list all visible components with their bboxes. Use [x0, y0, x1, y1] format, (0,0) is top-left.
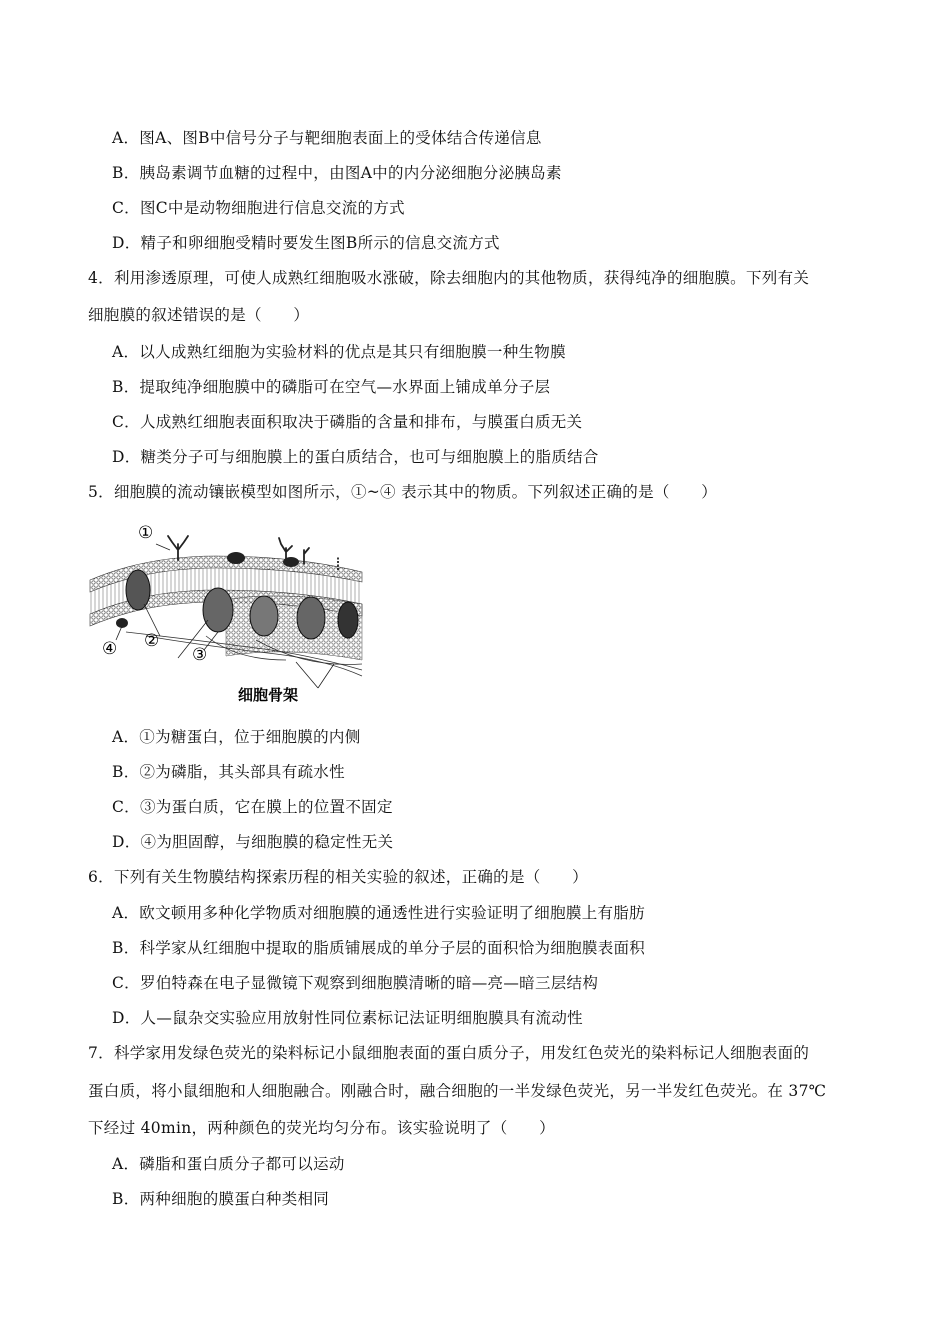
q7-stem-line3: 下经过 40min，两种颜色的荧光均匀分布。该实验说明了（ ）: [88, 1119, 555, 1137]
q5-stem: 5．细胞膜的流动镶嵌模型如图所示，①~④ 表示其中的物质。下列叙述正确的是（ ）: [88, 483, 718, 501]
q3-option-a: A．图A、图B中信号分子与靶细胞表面上的受体结合传递信息: [112, 129, 542, 147]
q5-option-b: B．②为磷脂，其头部具有疏水性: [112, 763, 345, 781]
q5-option-d: D．④为胆固醇，与细胞膜的稳定性无关: [112, 833, 394, 851]
q3-option-c: C．图C中是动物细胞进行信息交流的方式: [112, 199, 405, 217]
q6-option-c: C．罗伯特森在电子显微镜下观察到细胞膜清晰的暗—亮—暗三层结构: [112, 974, 599, 992]
q6-option-b: B．科学家从红细胞中提取的脂质铺展成的单分子层的面积恰为细胞膜表面积: [112, 939, 646, 957]
q3-option-b: B．胰岛素调节血糖的过程中，由图A中的内分泌细胞分泌胰岛素: [112, 164, 562, 182]
q5-option-c: C．③为蛋白质，它在膜上的位置不固定: [112, 798, 393, 816]
label-4: ④: [102, 639, 118, 659]
q7-stem-line1: 7．科学家用发绿色荧光的染料标记小鼠细胞表面的蛋白质分子，用发红色荧光的染料标记人细胞表面的: [88, 1044, 810, 1062]
q4-option-b: B．提取纯净细胞膜中的磷脂可在空气—水界面上铺成单分子层: [112, 378, 551, 396]
q7-option-a: A．磷脂和蛋白质分子都可以运动: [112, 1155, 345, 1173]
label-3: ③: [192, 645, 208, 665]
q6-stem: 6．下列有关生物膜结构探索历程的相关实验的叙述，正确的是（ ）: [88, 868, 588, 886]
q6-option-a: A．欧文顿用多种化学物质对细胞膜的通透性进行实验证明了细胞膜上有脂肪: [112, 904, 645, 922]
cytoskeleton-caption: 细胞骨架: [238, 686, 299, 704]
q5-option-a: A．①为糖蛋白，位于细胞膜的内侧: [112, 728, 361, 746]
q4-stem-line2: 细胞膜的叙述错误的是（ ）: [88, 306, 310, 324]
membrane-diagram: [86, 520, 366, 710]
q7-option-b: B．两种细胞的膜蛋白种类相同: [112, 1190, 330, 1208]
q4-stem-line1: 4．利用渗透原理，可使人成熟红细胞吸水涨破，除去细胞内的其他物质，获得纯净的细胞膜。下列有关: [88, 269, 810, 287]
q4-option-c: C．人成熟红细胞表面积取决于磷脂的含量和排布，与膜蛋白质无关: [112, 413, 583, 431]
label-2: ②: [144, 631, 160, 651]
q4-option-d: D．糖类分子可与细胞膜上的蛋白质结合，也可与细胞膜上的脂质结合: [112, 448, 599, 466]
label-1: ①: [138, 523, 154, 543]
q7-stem-line2: 蛋白质，将小鼠细胞和人细胞融合。刚融合时，融合细胞的一半发绿色荧光，另一半发红色荧光。在 37℃: [88, 1082, 827, 1100]
q4-option-a: A．以人成熟红细胞为实验材料的优点是其只有细胞膜一种生物膜: [112, 343, 566, 361]
q6-option-d: D．人—鼠杂交实验应用放射性同位素标记法证明细胞膜具有流动性: [112, 1009, 583, 1027]
q3-option-d: D．精子和卵细胞受精时要发生图B所示的信息交流方式: [112, 234, 500, 252]
